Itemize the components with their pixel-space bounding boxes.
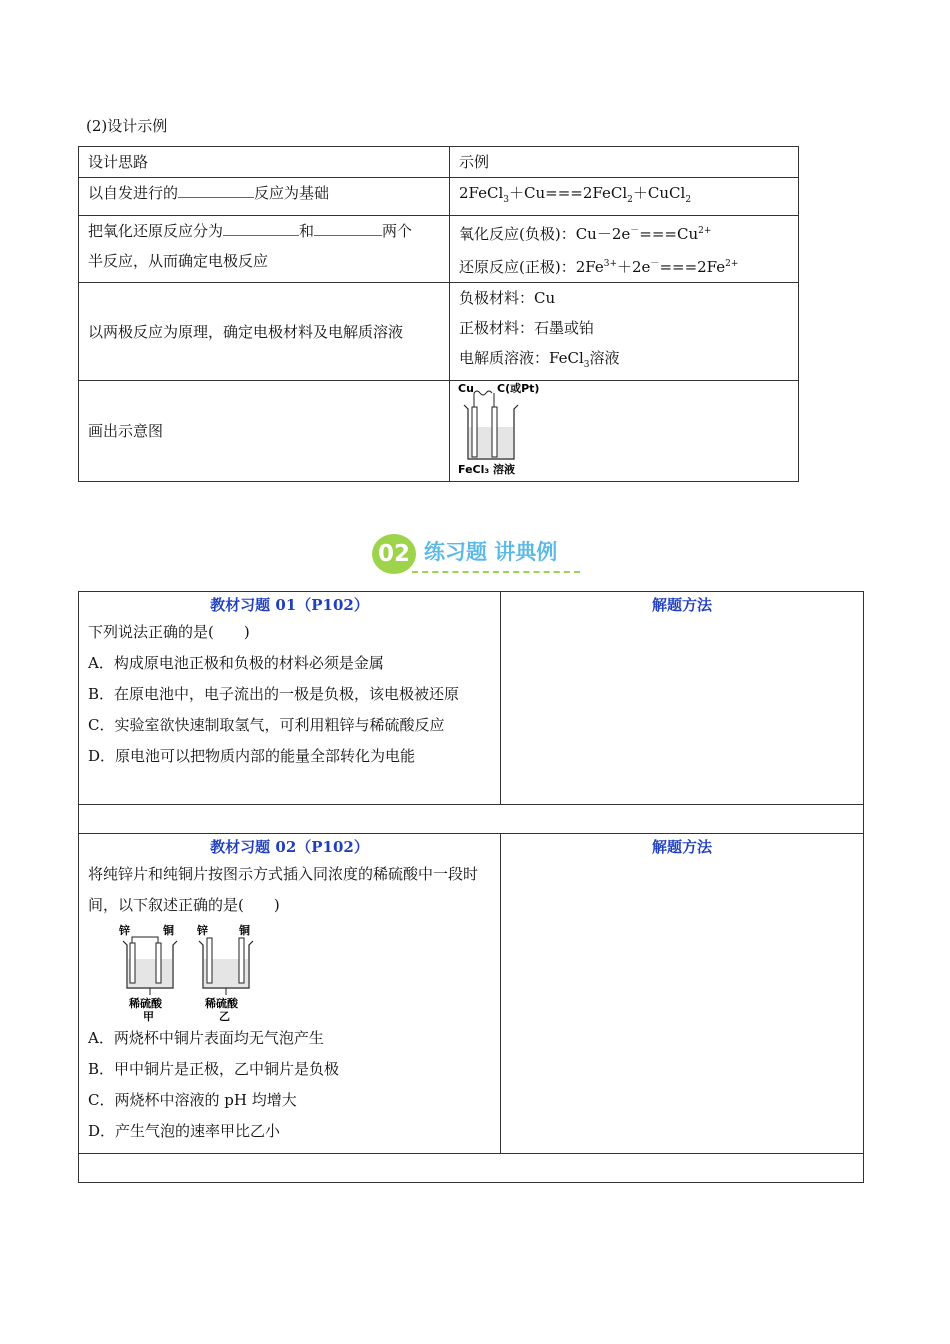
exercise1-method (501, 592, 864, 805)
galvanic-cell-diagram (456, 381, 556, 479)
fill-blank[interactable] (314, 217, 382, 236)
yi-solution-label: 稀硫酸 (205, 997, 238, 1010)
design-example-table (78, 146, 799, 482)
row1-example: 2FeCl$_3$＋Cu===2FeCl$_2$＋CuCl$_2$ (450, 178, 799, 216)
electrode-cu (472, 407, 477, 457)
section-banner (372, 532, 584, 580)
row4-idea: 画出示意图 (79, 381, 450, 482)
section-heading: (2)设计示例 (86, 117, 168, 135)
beaker-yi (196, 923, 253, 1023)
row3-example: 负极材料：Cu 正极材料：石墨或铂 电解质溶液：FeCl$_3$溶液 (450, 283, 799, 381)
exercise1-answer-row[interactable] (79, 805, 864, 834)
exercise2-option-c[interactable]: C．两烧杯中溶液的 pH 均增大 (88, 1091, 297, 1109)
exercise1-stem: 下列说法正确的是( ) (88, 623, 250, 641)
yi-copper-label: 铜 (239, 924, 250, 937)
beaker-jia (118, 923, 177, 1023)
exercise1-option-c[interactable]: C．实验室欲快速制取氢气，可利用粗锌与稀硫酸反应 (88, 716, 445, 734)
exercise2-option-a[interactable]: A．两烧杯中铜片表面均无气泡产生 (88, 1029, 324, 1047)
jia-solution-label: 稀硫酸 (129, 997, 162, 1010)
c-pt-label: C(或Pt) (497, 382, 540, 395)
exercise1-method-title: 解题方法 (651, 596, 712, 614)
jia-name-label: 甲 (143, 1010, 154, 1023)
banner-number-circle: 02 (372, 534, 416, 574)
row2-idea: 把氧化还原反应分为 和 两个 半反应，从而确定电极反应 (79, 216, 450, 283)
exercise2-answer-row[interactable] (79, 1154, 864, 1183)
col-header-idea: 设计思路 (79, 147, 450, 178)
jia-copper-label: 铜 (163, 924, 174, 937)
fecl3-label: FeCl₃ 溶液 (458, 463, 516, 476)
row4-diagram-cell (450, 381, 799, 482)
exercise-table (78, 591, 864, 1183)
wire (474, 391, 492, 395)
exercise1-option-b[interactable]: B．在原电池中，电子流出的一极是负极，该电极被还原 (88, 685, 460, 703)
fill-blank[interactable] (178, 179, 254, 198)
row1-idea: 以自发进行的 反应为基础 (79, 178, 450, 216)
exercise1-option-a[interactable]: A．构成原电池正极和负极的材料必须是金属 (88, 654, 384, 672)
exercise1-option-d[interactable]: D．原电池可以把物质内部的能量全部转化为电能 (88, 747, 416, 765)
banner-title: 练习题 讲典例 (424, 540, 558, 564)
exercise2-option-d[interactable]: D．产生气泡的速率甲比乙小 (88, 1122, 281, 1140)
exercise2-method (501, 834, 864, 1154)
jia-zinc-label: 锌 (119, 924, 130, 937)
exercise2-option-b[interactable]: B．甲中铜片是正极，乙中铜片是负极 (88, 1060, 340, 1078)
zinc-copper-beakers-figure (115, 923, 285, 1023)
yi-zinc-label: 锌 (197, 924, 208, 937)
exercise1-question (79, 592, 501, 805)
yi-name-label: 乙 (219, 1010, 230, 1023)
cu-label: Cu (458, 382, 474, 395)
exercise2-method-title: 解题方法 (651, 838, 712, 856)
banner-underline (412, 571, 580, 573)
col-header-example: 示例 (450, 147, 799, 178)
exercise2-title: 教材习题 02（P102） (210, 838, 369, 856)
fill-blank[interactable] (223, 217, 299, 236)
exercise1-title: 教材习题 01（P102） (210, 596, 369, 614)
row3-idea: 以两极反应为原理，确定电极材料及电解质溶液 (79, 283, 450, 381)
exercise2-question (79, 834, 501, 1154)
row2-example: 氧化反应(负极)：$Cu-2e^-===Cu^{2+}$ 还原反应(正极)：$2Fe^{3+}+2e^-===2Fe^{2+}$ (450, 216, 799, 283)
exercise2-stem: 将纯锌片和纯铜片按图示方式插入同浓度的稀硫酸中一段时间，以下叙述正确的是( ) (88, 865, 479, 914)
electrode-c (492, 407, 497, 457)
